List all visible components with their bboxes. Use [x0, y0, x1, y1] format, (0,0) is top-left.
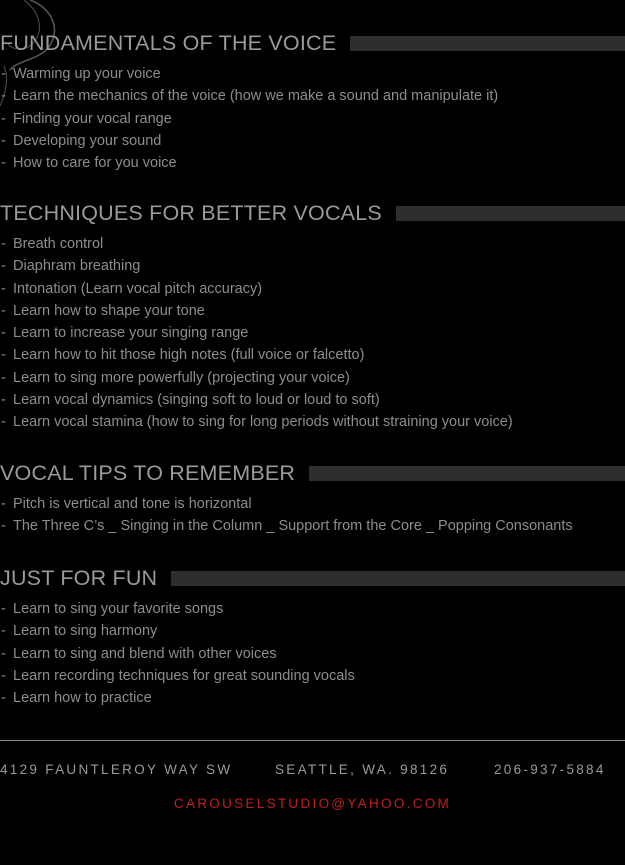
- list-item: [0, 389, 625, 411]
- footer-divider: [0, 740, 625, 741]
- section-title: TECHNIQUES FOR BETTER VOCALS: [0, 201, 382, 225]
- list-marker: -: [1, 88, 6, 105]
- list-item: [0, 515, 625, 537]
- section-techniques: [0, 199, 625, 434]
- list-marker: -: [1, 110, 6, 127]
- list-marker: -: [1, 690, 6, 707]
- section-divider-bar: [171, 571, 625, 586]
- list-item-text: Breath control: [13, 236, 104, 252]
- section-divider-bar: [350, 36, 625, 51]
- item-list: [0, 63, 625, 174]
- list-item: [0, 643, 625, 665]
- list-item-text: Learn vocal dynamics (singing soft to loud or loud to soft): [13, 392, 380, 409]
- list-item-text: Learn how to hit those high notes (full voice or falcetto): [13, 347, 365, 364]
- list-item: [0, 344, 625, 366]
- list-marker: -: [1, 623, 6, 640]
- list-marker: -: [1, 347, 6, 364]
- section-header: [0, 29, 625, 57]
- section-divider-bar: [309, 466, 625, 481]
- section-vocal-tips: [0, 459, 625, 538]
- section-header: [0, 199, 625, 227]
- list-item-text: Developing your sound: [13, 132, 162, 149]
- section-title: VOCAL TIPS TO REMEMBER: [0, 461, 296, 485]
- list-item: [0, 322, 625, 344]
- section-just-for-fun: [0, 564, 625, 709]
- list-item: [0, 620, 625, 642]
- list-item-text: Warming up your voice: [13, 66, 161, 82]
- list-marker: -: [1, 280, 6, 297]
- list-item-text: Learn recording techniques for great sounding vocals: [13, 667, 355, 684]
- list-marker: -: [1, 518, 6, 535]
- list-item-text: Learn vocal stamina (how to sing for long periods without straining your voice): [13, 414, 513, 431]
- section-divider-bar: [396, 206, 625, 221]
- list-item: [0, 300, 625, 322]
- list-item-text: Intonation (Learn vocal pitch accuracy): [13, 280, 263, 297]
- list-item-text: Learn to sing and blend with other voices: [13, 645, 277, 662]
- list-marker: -: [1, 325, 6, 342]
- list-item: [0, 278, 625, 300]
- section-header: [0, 459, 625, 487]
- list-marker: -: [1, 155, 6, 172]
- list-marker: -: [1, 258, 6, 275]
- list-item: [0, 85, 625, 107]
- list-item-text: Finding your vocal range: [13, 110, 172, 127]
- list-item-text: The Three C’s _ Singing in the Column _ Support from the Core _ Popping Consonants: [13, 518, 573, 535]
- list-marker: -: [1, 496, 6, 512]
- list-item-text: Pitch is vertical and tone is horizontal: [13, 496, 252, 512]
- footer-phone: 206-937-5884: [494, 762, 606, 777]
- list-item-text: Learn to increase your singing range: [13, 325, 249, 342]
- list-marker: -: [1, 236, 6, 252]
- item-list: [0, 598, 625, 709]
- list-item: [0, 255, 625, 277]
- list-item-text: Learn to sing your favorite songs: [13, 601, 224, 617]
- list-item: [0, 493, 625, 515]
- list-item: [0, 233, 625, 255]
- list-marker: -: [1, 132, 6, 149]
- footer-city: SEATTLE, WA. 98126: [275, 762, 450, 777]
- list-marker: -: [1, 414, 6, 431]
- item-list: [0, 493, 625, 538]
- section-title: FUNDAMENTALS OF THE VOICE: [0, 31, 337, 55]
- list-item: [0, 411, 625, 433]
- list-item: [0, 152, 625, 174]
- section-header: [0, 564, 625, 592]
- list-marker: -: [1, 302, 6, 319]
- list-item: [0, 108, 625, 130]
- list-marker: -: [1, 667, 6, 684]
- list-item-text: How to care for you voice: [13, 155, 177, 172]
- list-item-text: Learn to sing harmony: [13, 623, 158, 640]
- footer-address: 4129 FAUNTLEROY WAY SW: [0, 762, 233, 777]
- list-item-text: Learn to sing more powerfully (projecting your voice): [13, 369, 350, 386]
- list-item-text: Diaphram breathing: [13, 258, 141, 275]
- list-item: [0, 63, 625, 85]
- list-item-text: Learn how to shape your tone: [13, 302, 205, 319]
- section-title: JUST FOR FUN: [0, 566, 158, 590]
- list-item: [0, 598, 625, 620]
- list-item: [0, 367, 625, 389]
- item-list: [0, 233, 625, 434]
- list-item: [0, 130, 625, 152]
- list-item: [0, 687, 625, 709]
- list-marker: -: [1, 645, 6, 662]
- list-marker: -: [1, 392, 6, 409]
- list-item-text: Learn the mechanics of the voice (how we make a sound and manipulate it): [13, 88, 499, 105]
- list-marker: -: [1, 369, 6, 386]
- section-fundamentals: [0, 29, 625, 174]
- list-marker: -: [1, 601, 6, 617]
- footer-email-link[interactable]: CAROUSELSTUDIO@YAHOO.COM: [173, 796, 452, 811]
- list-marker: -: [1, 66, 6, 82]
- list-item: [0, 665, 625, 687]
- list-item-text: Learn how to practice: [13, 690, 152, 707]
